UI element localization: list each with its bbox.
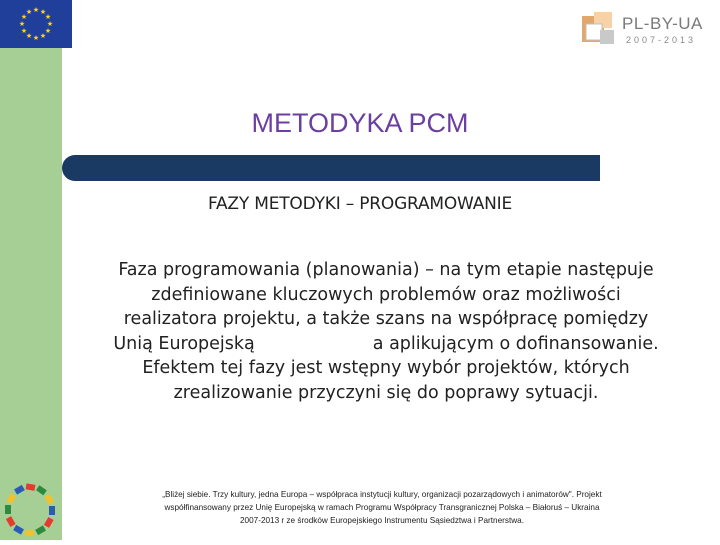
pl-by-ua-logo-icon: [580, 10, 618, 48]
svg-text:★: ★: [20, 13, 28, 21]
slide-subtitle: FAZY METODYKI – PROGRAMOWANIE: [207, 194, 513, 214]
svg-text:★: ★: [25, 32, 33, 40]
body-line: zdefiniowane kluczowych problemów oraz możliwości: [151, 284, 621, 305]
body-line-part: Unią Europejską: [113, 333, 255, 354]
program-name: PL-BY-UA: [622, 14, 703, 33]
svg-text:★: ★: [20, 27, 28, 35]
svg-text:★: ★: [25, 8, 33, 16]
svg-text:★: ★: [39, 32, 47, 40]
body-line-part: a aplikującym o dofinansowanie.: [372, 333, 659, 354]
stars-circle-icon: [0, 482, 62, 540]
body-line: Efektem tej fazy jest wstępny wybór projektów, których: [142, 358, 630, 378]
svg-text:★: ★: [18, 20, 26, 28]
pl-by-ua-logo: [580, 10, 710, 50]
body-line: zrealizowanie przyczyni się do poprawy sytuacji.: [173, 382, 599, 403]
footer-note: [82, 488, 682, 527]
svg-text:★: ★: [46, 20, 54, 28]
footer-line: „Bliżej siebie. Trzy kultury, jedna Europa – współpraca instytucji kultury, organizacji pozarządowych i animatorów". Projekt: [162, 490, 602, 499]
body-paragraph: [86, 258, 686, 405]
footer-line: współfinansowany przez Unię Europejską w ramach Programu Współpracy Transgranicznej Polska – Białoruś – Ukraina: [164, 503, 600, 512]
body-line: Faza programowania (planowania) – na tym etapie następuje: [118, 260, 654, 280]
body-line: [86, 332, 686, 357]
title-underline-bar: [62, 155, 600, 181]
svg-text:★: ★: [32, 34, 40, 42]
svg-text:★: ★: [39, 8, 47, 16]
svg-text:★: ★: [44, 27, 52, 35]
svg-text:★: ★: [32, 6, 40, 14]
svg-text:★: ★: [44, 13, 52, 21]
footer-line: 2007-2013 r ze środków Europejskiego Instrumentu Sąsiedztwa i Partnerstwa.: [240, 516, 524, 525]
eu-flag-icon: [0, 0, 72, 48]
body-line: realizatora projektu, a także szans na współpracę pomiędzy: [123, 309, 649, 329]
program-years: 2007-2013: [626, 35, 697, 45]
left-green-band: [0, 0, 62, 540]
slide-title: METODYKA PCM: [251, 108, 469, 138]
